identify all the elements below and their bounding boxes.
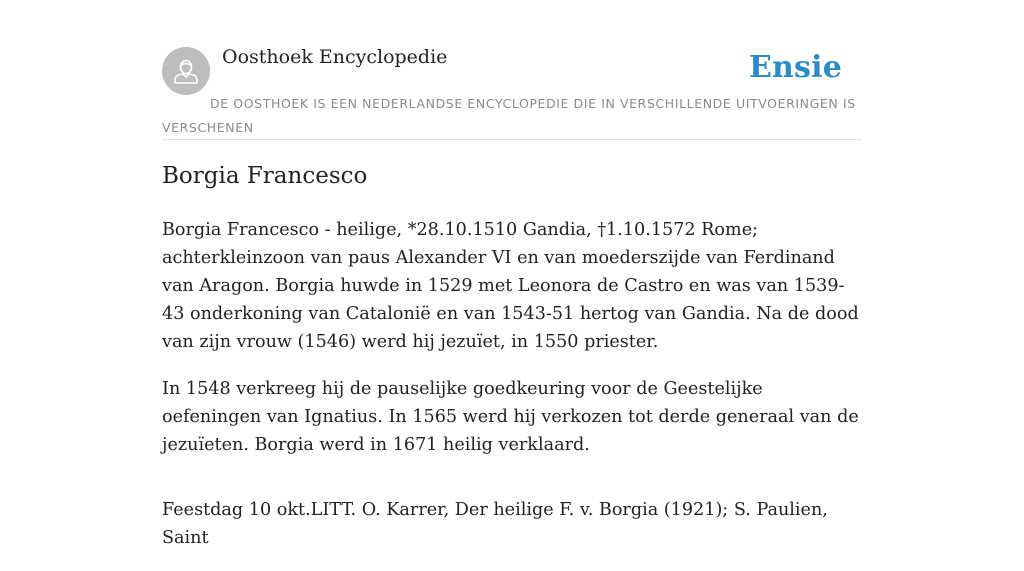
article-body [162,216,862,571]
article-title: Borgia Francesco [162,163,368,189]
page-container [162,0,862,548]
user-icon [162,47,210,95]
article-paragraph: Borgia Francesco - heilige, *28.10.1510 Gandia, †1.10.1572 Rome; achterkleinzoon van paus Alexander VI en van moederszijde van Ferdinand van Aragon. Borgia huwde in 1529 met Leonora de Castro en was van 1539-43 onderkoning van Catalonië en van 1543-51 hertog van Gandia. Na de dood van zijn vrouw (1546) werd hij jezuïet, in 1550 priester. [162,220,859,352]
site-tagline: DE OOSTHOEK IS EEN NEDERLANDSE ENCYCLOPEDIE DIE IN VERSCHILLENDE UITVOERINGEN IS VERSCHENEN [162,96,856,135]
avatar[interactable] [162,47,210,95]
article-paragraph: Feestdag 10 okt.LITT. O. Karrer, Der heilige F. v. Borgia (1921); S. Paulien, Saint [162,500,828,548]
site-title[interactable]: Oosthoek Encyclopedie [222,46,448,68]
brand-logo[interactable]: Ensie [748,50,842,85]
site-header [162,0,862,140]
article-paragraph: In 1548 verkreeg hij de pauselijke goedkeuring voor de Geestelijke oefeningen van Ignatius. In 1565 werd hij verkozen tot derde generaal van de jezuïeten. Borgia werd in 1671 heilig verklaard. [162,379,859,455]
